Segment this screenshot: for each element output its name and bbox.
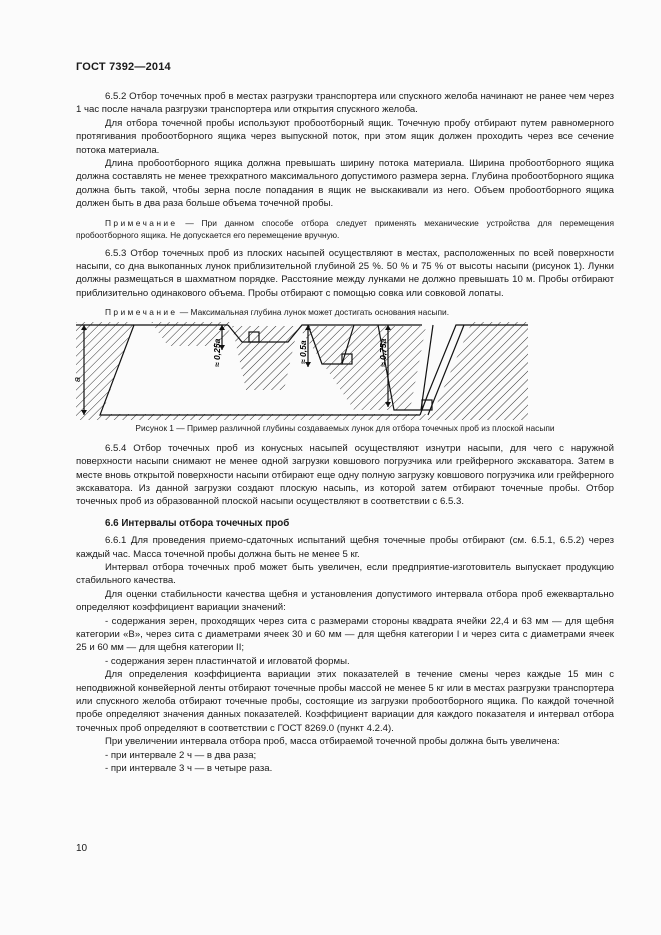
- hatching: [76, 322, 528, 420]
- note-2: [76, 306, 614, 318]
- paragraph: Интервал отбора точечных проб может быть увеличен, если предприятие-изготовитель выпускает продукцию стабильного качества.: [76, 561, 614, 587]
- document-body: [72, 90, 614, 775]
- note-1: [76, 217, 614, 241]
- standard-header: ГОСТ 7392—2014: [76, 61, 171, 73]
- note-label: Примечание: [105, 217, 178, 228]
- paragraph-6-5-4: 6.5.4 Отбор точечных проб из конусных насыпей осуществляют изнутри насыпи, для чего с наружной поверхности насыпи снимают не менее одной загрузки ковшового погрузчика или грейферного экскаватора. Затем в месте вновь открытой поверхности насыпи отбирают еще одну полную загрузку ковшового погрузчика или грейферного экскаватора. Из данной загрузки создают плоскую насыпь, из которой затем отбирают точечные пробы. Отбор точечных проб из образованной плоской насыпи осуществляют в соответствии с 6.5.3.: [76, 442, 614, 508]
- paragraph-6-6-1: 6.6.1 Для проведения приемо-сдаточных испытаний щебня точечные пробы отбирают (см. 6.5.1, 6.5.2) через каждый час. Масса точечной пробы должна быть не менее 5 кг.: [76, 535, 614, 560]
- paragraph: Для определения коэффициента вариации этих показателей в течение смены через каждые 15 мин с неподвижной конвейерной ленты отбирают точечные пробы массой не менее 5 кг или в местах разгрузки транспортера или спускного желоба отбирают точечные пробы, состоящие из загрузки пробоотборного ящика. По каждой точечной пробе определяют значения данных показателей. Коэффициент вариации для каждого показателя и интервал отбора точечных проб определяют в соответствии с ГОСТ 8269.0 (пункт 4.2.4).: [76, 669, 614, 734]
- paragraph: Для отбора точечной пробы используют пробоотборный ящик. Точечную пробу отбирают путем равномерного протягивания пробоотборного ящика через выпускной поток, при этом ящик должен проходить через все сечение потока материала.: [76, 117, 614, 156]
- note-label: Примечание: [105, 307, 178, 318]
- dimension-label-025a: ≈ 0,25a: [212, 338, 222, 368]
- page-number: 10: [76, 843, 88, 854]
- paragraph: При увеличении интервала отбора проб, масса отбираемой точечной пробы должна быть увеличена:: [105, 736, 560, 748]
- paragraph: Для оценки стабильности качества щебня и установления допустимого интервала отбора проб ежеквартально определяют коэффициент вариации значений:: [76, 588, 614, 614]
- section-heading-6-6: 6.6 Интервалы отбора точечных проб: [105, 517, 290, 529]
- list-item: - при интервале 3 ч — в четыре раза.: [105, 763, 273, 775]
- list-item: - содержания зерен пластинчатой и игловатой формы.: [105, 655, 350, 667]
- pile-cross-section-diagram: [72, 322, 614, 422]
- dimension-label-a: a: [72, 377, 82, 383]
- dimension-label-05a: ≈ 0,5a: [298, 340, 308, 365]
- figure-caption: Рисунок 1 — Пример различной глубины создаваемых лунок для отбора точечных проб из плоской насыпи: [135, 423, 555, 434]
- paragraph-6-5-2: 6.5.2 Отбор точечных проб в местах разгрузки транспортера или спускного желоба начинают не ранее чем через 1 час после начала разгрузки транспортера или открытия спускного желоба.: [76, 91, 614, 116]
- note-text: — Максимальная глубина лунок может достигать основания насыпи.: [177, 307, 450, 318]
- paragraph: Длина пробоотборного ящика должна превышать ширину потока материала. Ширина пробоотборного ящика должна составлять не менее трехкратного максимального допустимого размера зерна. Глубина пробоотборного ящика должна быть такой, чтобы зерна после попадания в ящик не выскакивали из него. Объем пробоотборного ящика должен быть в два раза больше объема точечной пробы.: [76, 158, 614, 210]
- list-item: - при интервале 2 ч — в два раза;: [105, 749, 257, 761]
- list-item: - содержания зерен, проходящих через сита с размерами стороны квадрата ячейки 22,4 и 63 мм — для щебня категории «В», через сита с диаметрами ячеек 30 и 60 мм — для щебня категории I и через сита с диаметрами ячеек 25 и 60 мм — для щебня категории II;: [76, 615, 614, 654]
- paragraph-6-5-3: 6.5.3 Отбор точечных проб из плоских насыпей осуществляют в местах, расположенных по всей поверхности насыпи, со дна выкопанных лунок приблизительной глубиной 25 %. 50 % и 75 % от высоты насыпи (рисунок 1). Лунки должны размещаться в шахматном порядке. Расстояние между лунками не должно превышать 10 м. Пробы отбирают приблизительно одинакового объема. Пробы отбирают с помощью совка или совковой лопаты.: [76, 247, 614, 299]
- note-text: — При данном способе отбора следует применять механические устройства для перемещения пробоотборного ящика. Не допускается его перемещение вручную.: [76, 217, 614, 240]
- figure-1: [72, 322, 614, 422]
- dimension-label-075a: ≈ 0,75a: [378, 338, 388, 368]
